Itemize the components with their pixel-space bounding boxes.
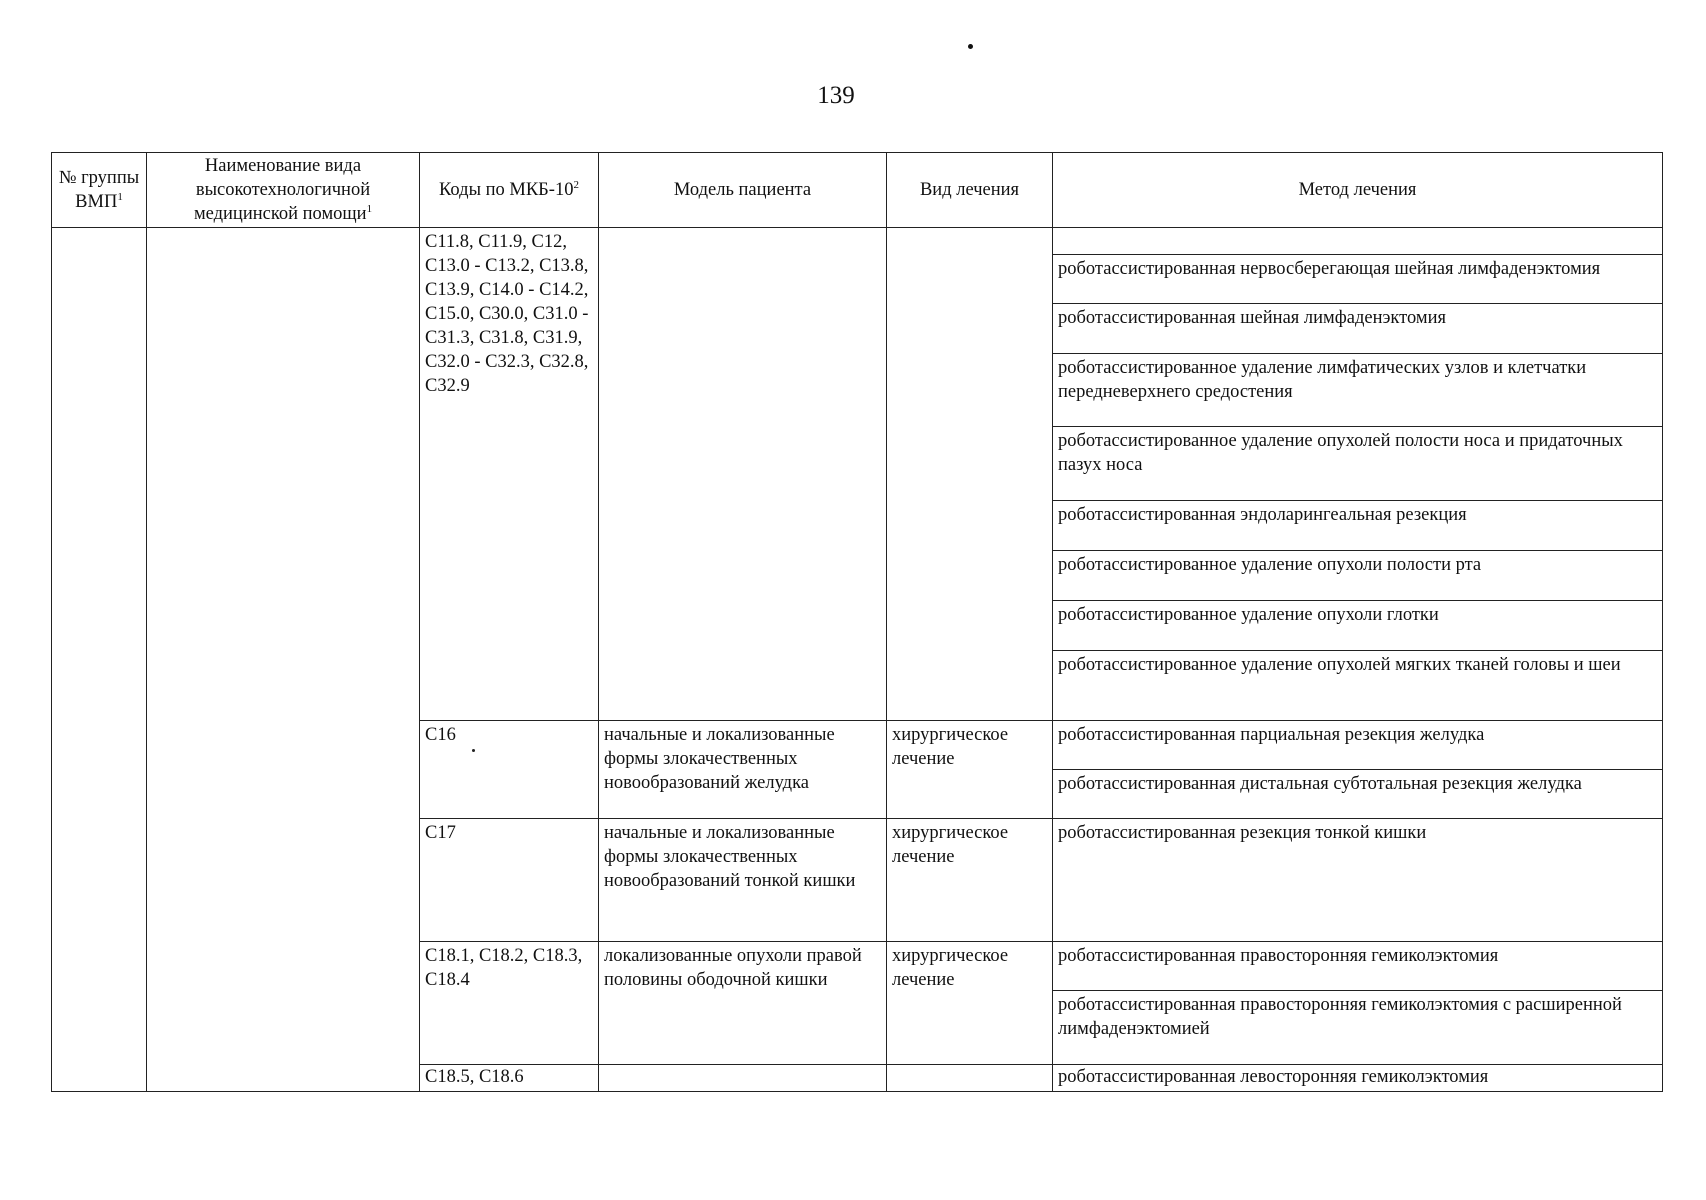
scan-dot: [968, 44, 973, 49]
method-item: роботассистированное удаление опухолей мягких тканей головы и шеи: [1058, 655, 1621, 675]
codes-cell: C18.5, C18.6: [420, 1065, 599, 1092]
treatment-cell: хирургическое лечение: [887, 819, 1053, 942]
method-item: роботассистированная левосторонняя гемиколэктомия: [1058, 1067, 1489, 1087]
treatment-cell: хирургическое лечение: [887, 942, 1053, 1065]
method-item: роботассистированное удаление опухоли полости рта: [1053, 551, 1662, 601]
group-no-cell: [52, 228, 147, 1092]
model-cell: [599, 1065, 887, 1092]
treatment-cell: [887, 1065, 1053, 1092]
header-icd-codes: Коды по МКБ-$10^2$: [420, 153, 599, 228]
codes-cell: C11.8, C11.9, C12, C13.0 - C13.2, C13.8, C13.9, C14.0 - C14.2, C15.0, C30.0, C31.0 - C31.3, C31.8, C31.9, C32.0 - C32.3, C32.8, C32.9: [420, 228, 599, 721]
methods-cell: [1053, 942, 1663, 1065]
table-header-row: [52, 153, 1663, 228]
model-cell: начальные и локализованные формы злокачественных новообразований желудка: [599, 721, 887, 819]
header-treatment-type: Вид лечения: [887, 153, 1053, 228]
care-type-cell: [147, 228, 420, 1092]
treatment-cell: хирургическое лечение: [887, 721, 1053, 819]
model-cell: начальные и локализованные формы злокачественных новообразований тонкой кишки: [599, 819, 887, 942]
method-item: роботассистированное удаление опухоли глотки: [1053, 601, 1662, 651]
method-item: роботассистированная дистальная субтотальная резекция желудка: [1058, 774, 1582, 794]
methods-cell: [1053, 1065, 1663, 1092]
method-item: роботассистированное удаление лимфатических узлов и клетчатки передневерхнего средостения: [1053, 354, 1662, 427]
header-care-type: Наименование вида высокотехнологичной медицинской помощи$^1$: [147, 153, 420, 228]
vmp-table: [51, 152, 1663, 1092]
treatment-cell: [887, 228, 1053, 721]
codes-cell: C17: [420, 819, 599, 942]
header-treatment-method: Метод лечения: [1053, 153, 1663, 228]
method-item: роботассистированная правосторонняя гемиколэктомия с расширенной лимфаденэктомией: [1058, 995, 1622, 1039]
header-patient-model: Модель пациента: [599, 153, 887, 228]
model-cell: локализованные опухоли правой половины ободочной кишки: [599, 942, 887, 1065]
methods-cell: [1053, 228, 1663, 721]
table-row: [52, 228, 1663, 721]
method-item: роботассистированная парциальная резекция желудка: [1053, 721, 1662, 770]
codes-cell: C16: [420, 721, 599, 819]
method-item: [1053, 228, 1662, 255]
method-item: роботассистированная эндоларингеальная резекция: [1053, 501, 1662, 551]
header-group-no: № группы ВМП$^1$: [52, 153, 147, 228]
method-item: роботассистированная правосторонняя гемиколэктомия: [1053, 942, 1662, 991]
page-number: 139: [817, 82, 855, 109]
method-item: роботассистированная резекция тонкой кишки: [1058, 823, 1427, 843]
codes-cell: C18.1, C18.2, C18.3, C18.4: [420, 942, 599, 1065]
method-item: роботассистированная нервосберегающая шейная лимфаденэктомия: [1053, 255, 1662, 304]
methods-cell: [1053, 721, 1663, 819]
methods-cell: [1053, 819, 1663, 942]
method-item: роботассистированная шейная лимфаденэктомия: [1053, 304, 1662, 354]
model-cell: [599, 228, 887, 721]
method-item: роботассистированное удаление опухолей полости носа и придаточных пазух носа: [1053, 427, 1662, 501]
